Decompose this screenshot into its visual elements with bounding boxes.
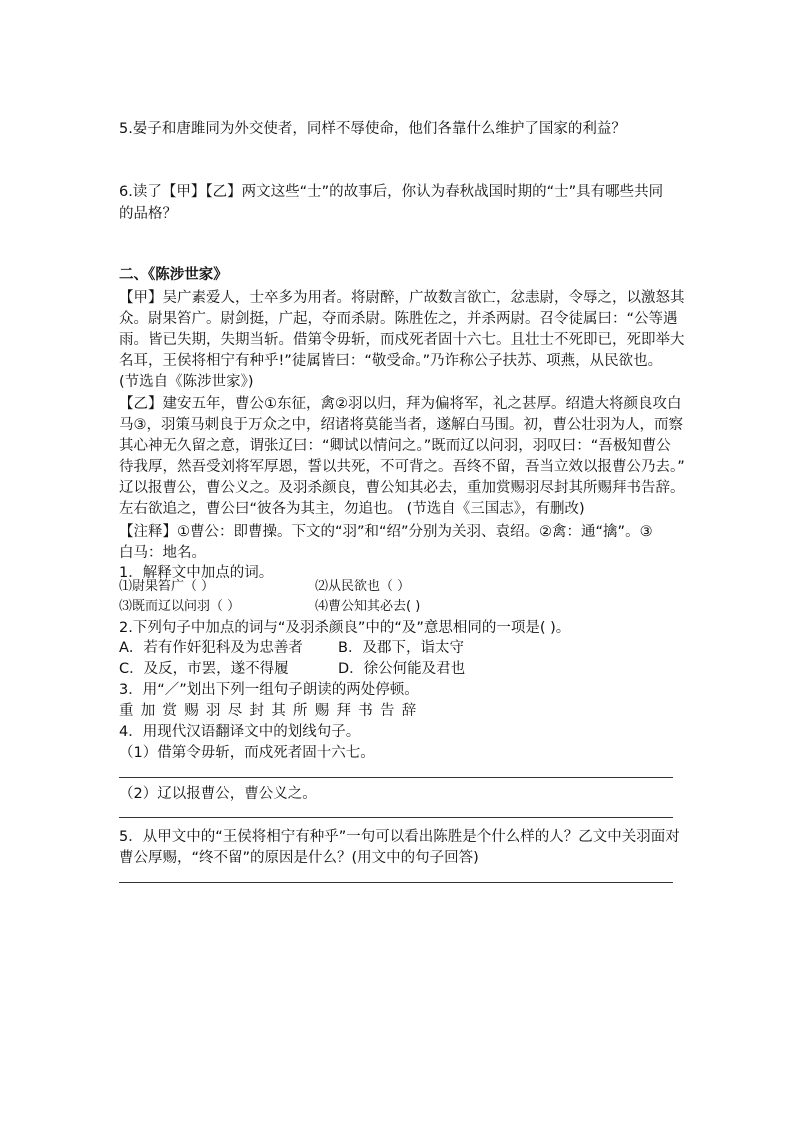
passage-jia-line: 众。尉果笞广。尉剑挺，广起，夺而杀尉。陈胜佐之，并杀两尉。召令徒属曰：“公等遇 — [119, 311, 678, 327]
notes-line: 白马：地名。 — [119, 545, 206, 561]
passage-jia-source: (节选自《陈涉世家》) — [119, 374, 254, 390]
notes-line: 【注释】①曹公：即曹操。下文的“羽”和“绍”分别为关羽、袁绍。②禽：通“擒”。③ — [119, 524, 653, 540]
passage-yi-line: 辽以报曹公，曹公义之。及羽杀颜良，曹公知其必去，重加赏赐羽尽封其所赐拜书告辞。 — [119, 480, 685, 496]
q1-item-4: ⑷曹公知其必去( ) — [315, 599, 421, 614]
q5-line1: 5．从甲文中的“王侯将相宁有种乎”一句可以看出陈胜是个什么样的人？乙文中关羽面对 — [119, 829, 680, 845]
answer-line — [119, 882, 673, 883]
question-6-line1: 6.读了【甲】【乙】两文这些“士”的故事后，你认为春秋战国时期的“士”具有哪些共同 — [119, 184, 664, 200]
q4-stem: 4．用现代汉语翻译文中的划线句子。 — [119, 724, 361, 740]
section-title: 二、《陈涉世家》 — [119, 267, 228, 283]
question-6-line2: 的品格？ — [119, 206, 177, 222]
q1-item-2: ⑵从民欲也（ ） — [315, 579, 411, 594]
q4-sentence-1: （1）借第令毋斩，而戍死者固十六七。 — [119, 745, 375, 761]
q2-stem: 2.下列句子中加点的词与“及羽杀颜良”中的“及”意思相同的一项是( )。 — [119, 620, 571, 636]
passage-jia-line: 【甲】吴广素爱人，士卒多为用者。将尉醉，广故数言欲亡，忿恚尉，令辱之，以激怒其 — [119, 290, 685, 306]
q2-option-c: C．及反，市罢，遂不得履 — [119, 661, 289, 677]
passage-yi-line: 待我厚，然吾受刘将军厚恩，誓以共死，不可背之。吾终不留，吾当立效以报曹公乃去。” — [119, 459, 685, 475]
q5-line2: 曹公厚赐，“终不留”的原因是什么？(用文中的句子回答) — [119, 850, 479, 866]
passage-yi-line: 马③，羽策马刺良于万众之中，绍诸将莫能当者，遂解白马围。初，曹公壮羽为人，而察 — [119, 417, 683, 433]
passage-jia-line: 雨。皆已失期，失期当斩。借第令毋斩，而戍死者固十六七。且壮士不死即已，死即举大 — [119, 332, 685, 348]
passage-yi-line: 左右欲追之，曹公曰“彼各为其主，勿追也。 (节选自《三国志》，有删改) — [119, 501, 585, 517]
answer-line — [119, 777, 673, 778]
q2-option-d: D．徐公何能及君也 — [338, 661, 466, 677]
q3-stem: 3．用“／”划出下列一组句子朗读的两处停顿。 — [119, 682, 419, 698]
q1-item-3: ⑶既而辽以问羽（ ） — [119, 599, 241, 614]
passage-yi-line: 【乙】建安五年，曹公①东征，禽②羽以归，拜为偏将军，礼之甚厚。绍遣大将颜良攻白 — [119, 396, 682, 412]
q1-stem: 1．解释文中加点的词。 — [119, 565, 274, 581]
q2-option-a: A．若有作奸犯科及为忠善者 — [119, 640, 303, 656]
q2-option-b: B．及郡下，诣太守 — [338, 640, 464, 656]
question-5-prev: 5.晏子和唐雎同为外交使者，同样不辱使命，他们各靠什么维护了国家的利益？ — [119, 121, 626, 137]
passage-jia-line: 名耳，王侯将相宁有种乎!”徒属皆曰：“敬受命。”乃诈称公子扶苏、项燕，从民欲也。 — [119, 353, 663, 369]
q3-sentence: 重加赏赐羽尽封其所赐拜书告辞 — [119, 703, 424, 719]
q1-item-1: ⑴尉果笞广（ ） — [119, 579, 215, 594]
passage-yi-line: 其心神无久留之意，谓张辽曰：“卿试以情问之。”既而辽以问羽，羽叹曰：“吾极知曹公 — [119, 438, 671, 454]
answer-line — [119, 817, 673, 818]
q4-sentence-2: （2）辽以报曹公，曹公义之。 — [119, 786, 317, 802]
